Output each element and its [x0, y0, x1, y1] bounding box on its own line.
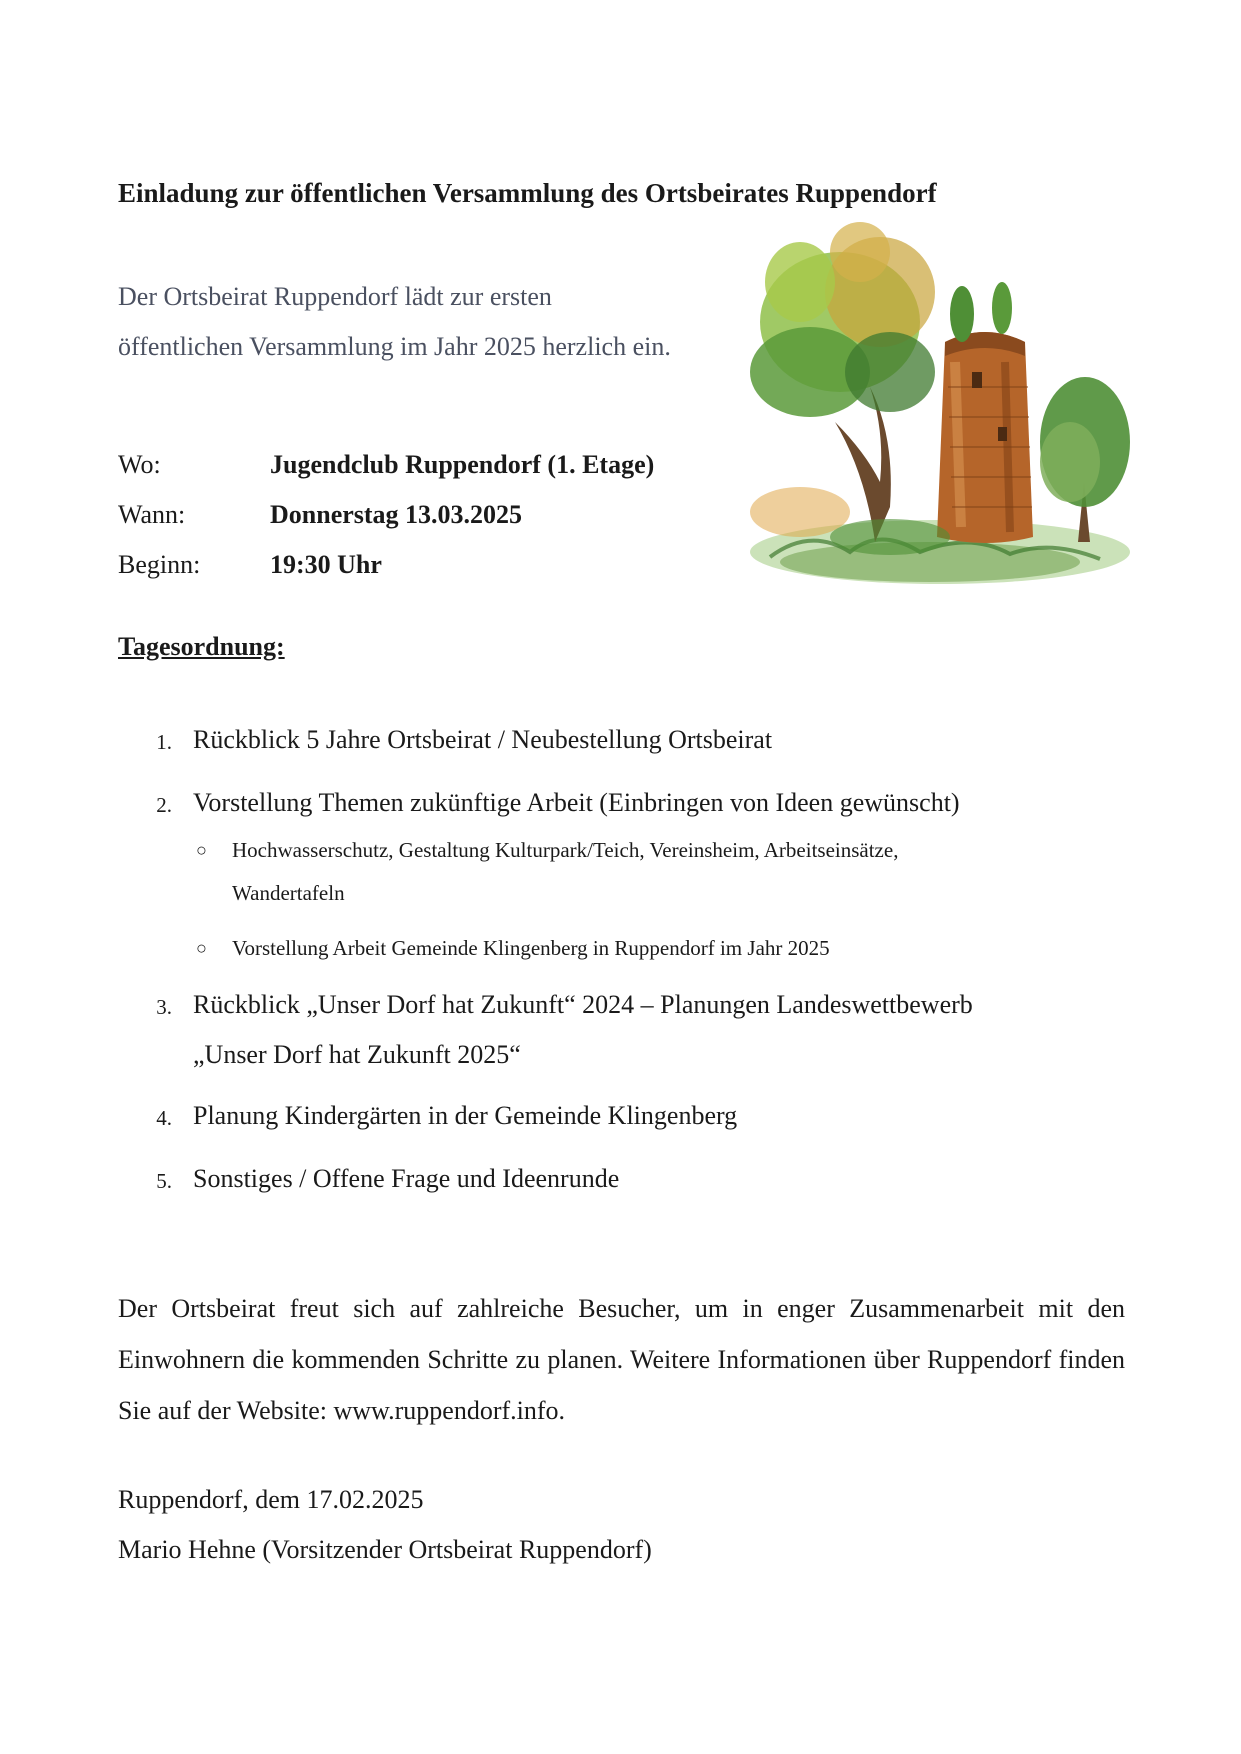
agenda-item-2: Vorstellung Themen zukünftige Arbeit (Einbringen von Ideen gewünscht) — [193, 788, 960, 817]
agenda-item-2-number: 2. — [156, 793, 172, 817]
agenda-item-5-number: 5. — [156, 1169, 172, 1193]
agenda-item-2-subitem-2: Vorstellung Arbeit Gemeinde Klingenberg in Ruppendorf im Jahr 2025 — [232, 936, 830, 960]
where-value: Jugendclub Ruppendorf (1. Etage) — [270, 450, 655, 479]
watercolor-tower-trees-icon — [740, 212, 1140, 597]
agenda-item-3-number: 3. — [156, 995, 172, 1019]
subitem-bullet-icon: ○ — [196, 840, 207, 860]
subitem-bullet-icon: ○ — [196, 938, 207, 958]
agenda-item-3-line-1: Rückblick „Unser Dorf hat Zukunft“ 2024 – Planungen Landeswettbewerb — [193, 990, 973, 1019]
intro-line-2: öffentlichen Versammlung im Jahr 2025 herzlich ein. — [118, 332, 671, 361]
start-value: 19:30 Uhr — [270, 550, 382, 579]
agenda-item-4-number: 4. — [156, 1106, 172, 1130]
agenda-item-4: Planung Kindergärten in der Gemeinde Klingenberg — [193, 1101, 738, 1130]
tower-trees-illustration — [740, 212, 1140, 597]
place-date: Ruppendorf, dem 17.02.2025 — [118, 1485, 424, 1514]
agenda-item-2-subitem-1-line-1: Hochwasserschutz, Gestaltung Kulturpark/Teich, Vereinsheim, Arbeitseinsätze, — [232, 838, 899, 862]
where-label: Wo: — [118, 450, 161, 479]
when-label: Wann: — [118, 500, 186, 529]
agenda-item-2-subitem-1-line-2: Wandertafeln — [232, 881, 345, 905]
agenda-heading: Tagesordnung: — [118, 632, 285, 661]
start-label: Beginn: — [118, 550, 201, 579]
agenda-item-3-line-2: „Unser Dorf hat Zukunft 2025“ — [193, 1040, 521, 1069]
document-title: Einladung zur öffentlichen Versammlung des Ortsbeirates Ruppendorf — [118, 178, 937, 208]
closing-paragraph: Der Ortsbeirat freut sich auf zahlreiche Besucher, um in enger Zusammenarbeit mit den Einwohnern die kommenden Schritte zu planen. Weitere Informationen über Ruppendorf finden Sie auf der Website: www.ruppendorf.info. — [118, 1294, 1125, 1425]
agenda-item-5: Sonstiges / Offene Frage und Ideenrunde — [193, 1164, 620, 1193]
when-value: Donnerstag 13.03.2025 — [270, 500, 523, 529]
agenda-item-1: Rückblick 5 Jahre Ortsbeirat / Neubestellung Ortsbeirat — [193, 725, 773, 754]
signatory-name: Mario Hehne (Vorsitzender Ortsbeirat Ruppendorf) — [118, 1535, 652, 1564]
agenda-item-1-number: 1. — [156, 730, 172, 754]
intro-line-1: Der Ortsbeirat Ruppendorf lädt zur ersten — [118, 282, 552, 311]
